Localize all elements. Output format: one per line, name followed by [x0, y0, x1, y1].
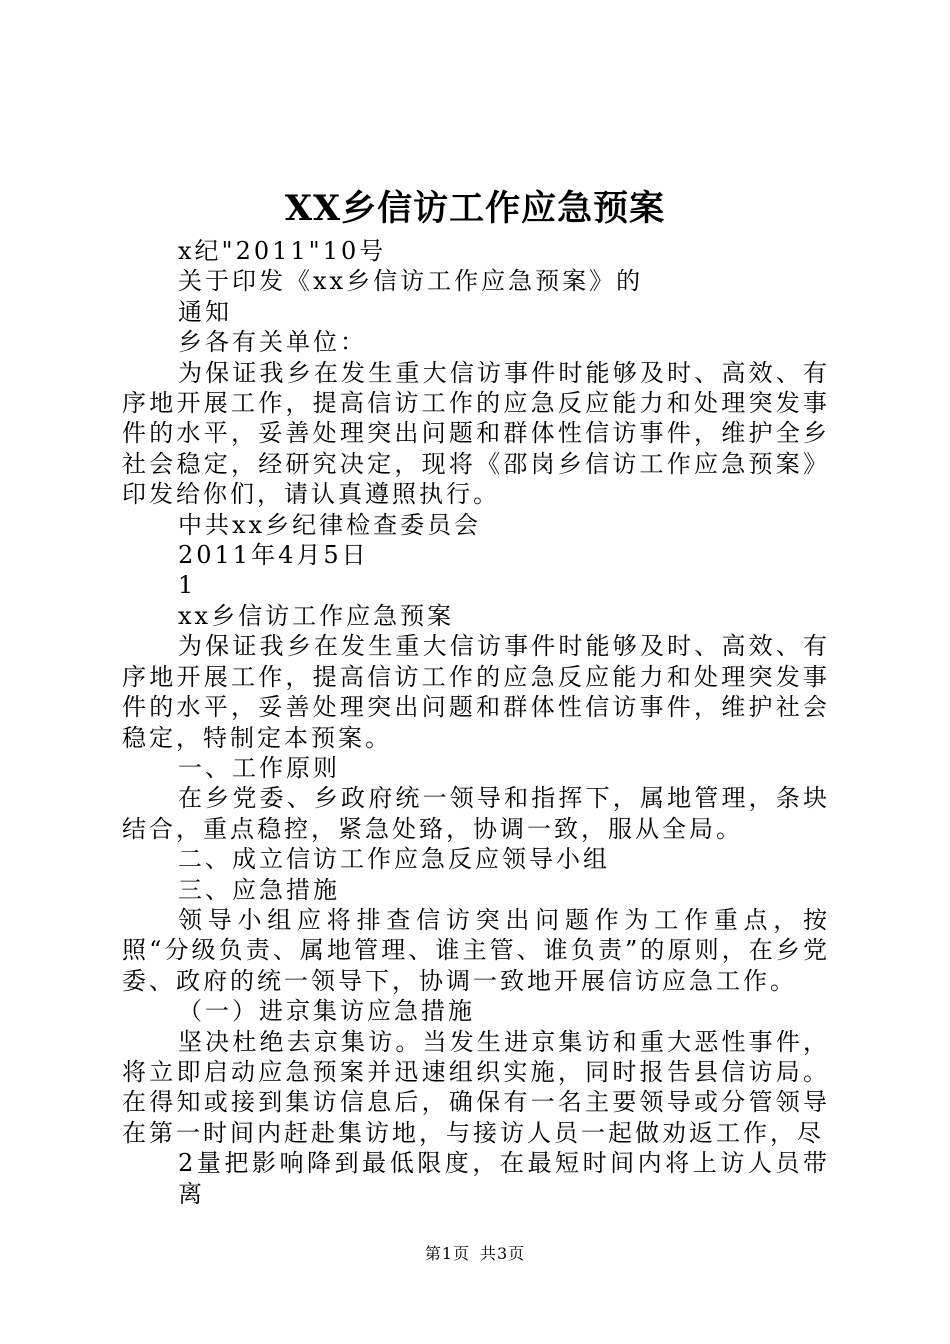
doc-number: x纪"2011"10号 [178, 237, 387, 265]
page-footer [0, 1243, 950, 1265]
plan-intro-paragraph: 为保证我乡在发生重大信访事件时能够及时、高效、有序地开展工作，提高信访工作的应急反应能力和处理突发事件的水平，妥善处理突出问题和群体性信访事件，维护社会稳定，特制定本预案。 [122, 632, 830, 752]
notice-title-line-2: 通知 [178, 297, 232, 326]
addressee: 乡各有关单位： [178, 328, 367, 357]
section-2-heading: 二、成立信访工作应急反应领导小组 [178, 845, 610, 874]
document-body [122, 236, 830, 1209]
subsection-1-heading: （一）进京集访应急措施 [178, 997, 475, 1026]
subsection-1-paragraph: 坚决杜绝去京集访。当发生进京集访和重大恶性事件，将立即启动应急预案并迅速组织实施，同时报告县信访局。在得知或接到集访信息后，确保有一名主要领导或分管领导在第一时间内赶赴集访地，与接访人员一起做劝返工作，尽 [122, 1027, 830, 1147]
section-3-paragraph: 领导小组应将排查信访突出问题作为工作重点，按照“分级负责、属地管理、谁主管、谁负责”的原则，在乡党委、政府的统一领导下，协调一致地开展信访应急工作。 [122, 905, 830, 995]
section-3-heading: 三、应急措施 [178, 875, 340, 904]
inline-page-marker: 1 [178, 571, 197, 600]
section-1-heading: 一、工作原则 [178, 753, 340, 782]
issuer: 中共xx乡纪律检查委员会 [178, 510, 482, 539]
page-number-total: 共3页 [480, 1244, 526, 1263]
page-number-current: 第1页 [424, 1244, 470, 1263]
plan-title: xx乡信访工作应急预案 [178, 601, 455, 630]
issue-date: 2011年4月5日 [178, 541, 369, 570]
continuation-line: 2量把影响降到最低限度，在最短时间内将上访人员带离 [178, 1149, 830, 1208]
document-title: XX乡信访工作应急预案 [284, 188, 666, 229]
notice-title-line-1: 关于印发《xx乡信访工作应急预案》的 [178, 267, 644, 296]
section-1-paragraph: 在乡党委、乡政府统一领导和指挥下，属地管理，条块结合，重点稳控，紧急处臵，协调一致，服从全局。 [122, 784, 830, 843]
notice-body-paragraph: 为保证我乡在发生重大信访事件时能够及时、高效、有序地开展工作，提高信访工作的应急反应能力和处理突发事件的水平，妥善处理突出问题和群体性信访事件，维护全乡社会稳定，经研究决定，现将《邵岗乡信访工作应急预案》印发给你们，请认真遵照执行。 [122, 358, 830, 509]
